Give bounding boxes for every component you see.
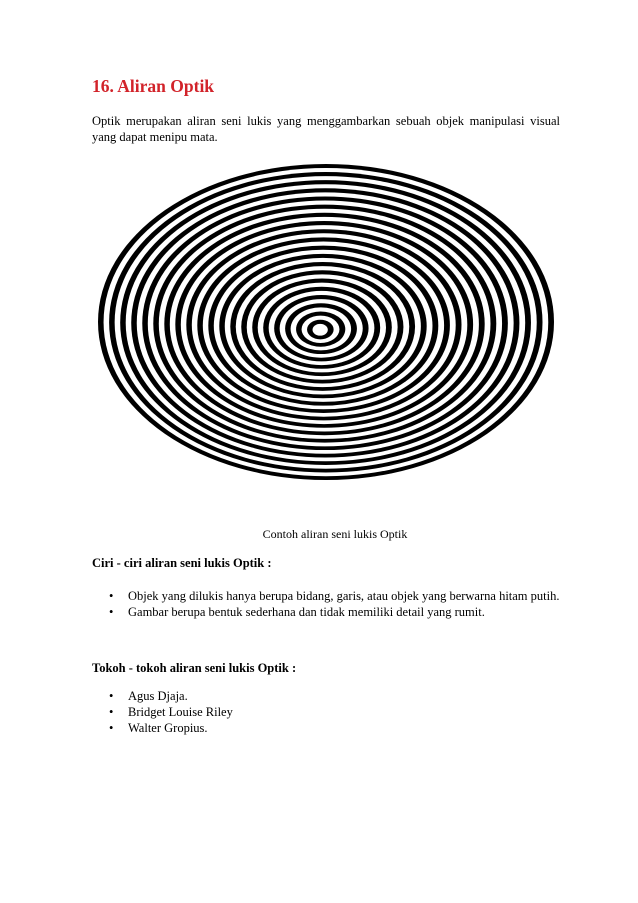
bullet-icon: • <box>109 689 114 703</box>
bullet-icon: • <box>109 705 114 719</box>
figures-heading: Tokoh - tokoh aliran seni lukis Optik : <box>92 661 297 675</box>
figures-list <box>92 688 562 736</box>
bullet-icon: • <box>109 589 114 603</box>
optical-art-illustration <box>96 162 556 482</box>
ring-39 <box>313 324 328 336</box>
list-item-text: Bridget Louise Riley <box>128 705 233 719</box>
list-item <box>92 588 562 604</box>
characteristics-heading: Ciri - ciri aliran seni lukis Optik : <box>92 556 272 570</box>
concentric-ring-group <box>98 164 554 480</box>
list-item-text: Objek yang dilukis hanya berupa bidang, garis, atau objek yang berwarna hitam putih. <box>128 589 560 603</box>
intro-paragraph: Optik merupakan aliran seni lukis yang menggambarkan sebuah objek manipulasi visual yang dapat menipu mata. <box>92 114 560 144</box>
list-item <box>92 688 562 704</box>
list-item <box>92 704 562 720</box>
bullet-icon: • <box>109 721 114 735</box>
characteristics-list <box>92 588 562 620</box>
list-item <box>92 604 562 620</box>
figure-caption: Contoh aliran seni lukis Optik <box>262 527 408 541</box>
list-item <box>92 720 562 736</box>
section-title: 16. Aliran Optik <box>92 76 215 96</box>
list-item-text: Gambar berupa bentuk sederhana dan tidak memiliki detail yang rumit. <box>128 605 485 619</box>
list-item-text: Walter Gropius. <box>128 721 208 735</box>
bullet-icon: • <box>109 605 114 619</box>
list-item-text: Agus Djaja. <box>128 689 188 703</box>
